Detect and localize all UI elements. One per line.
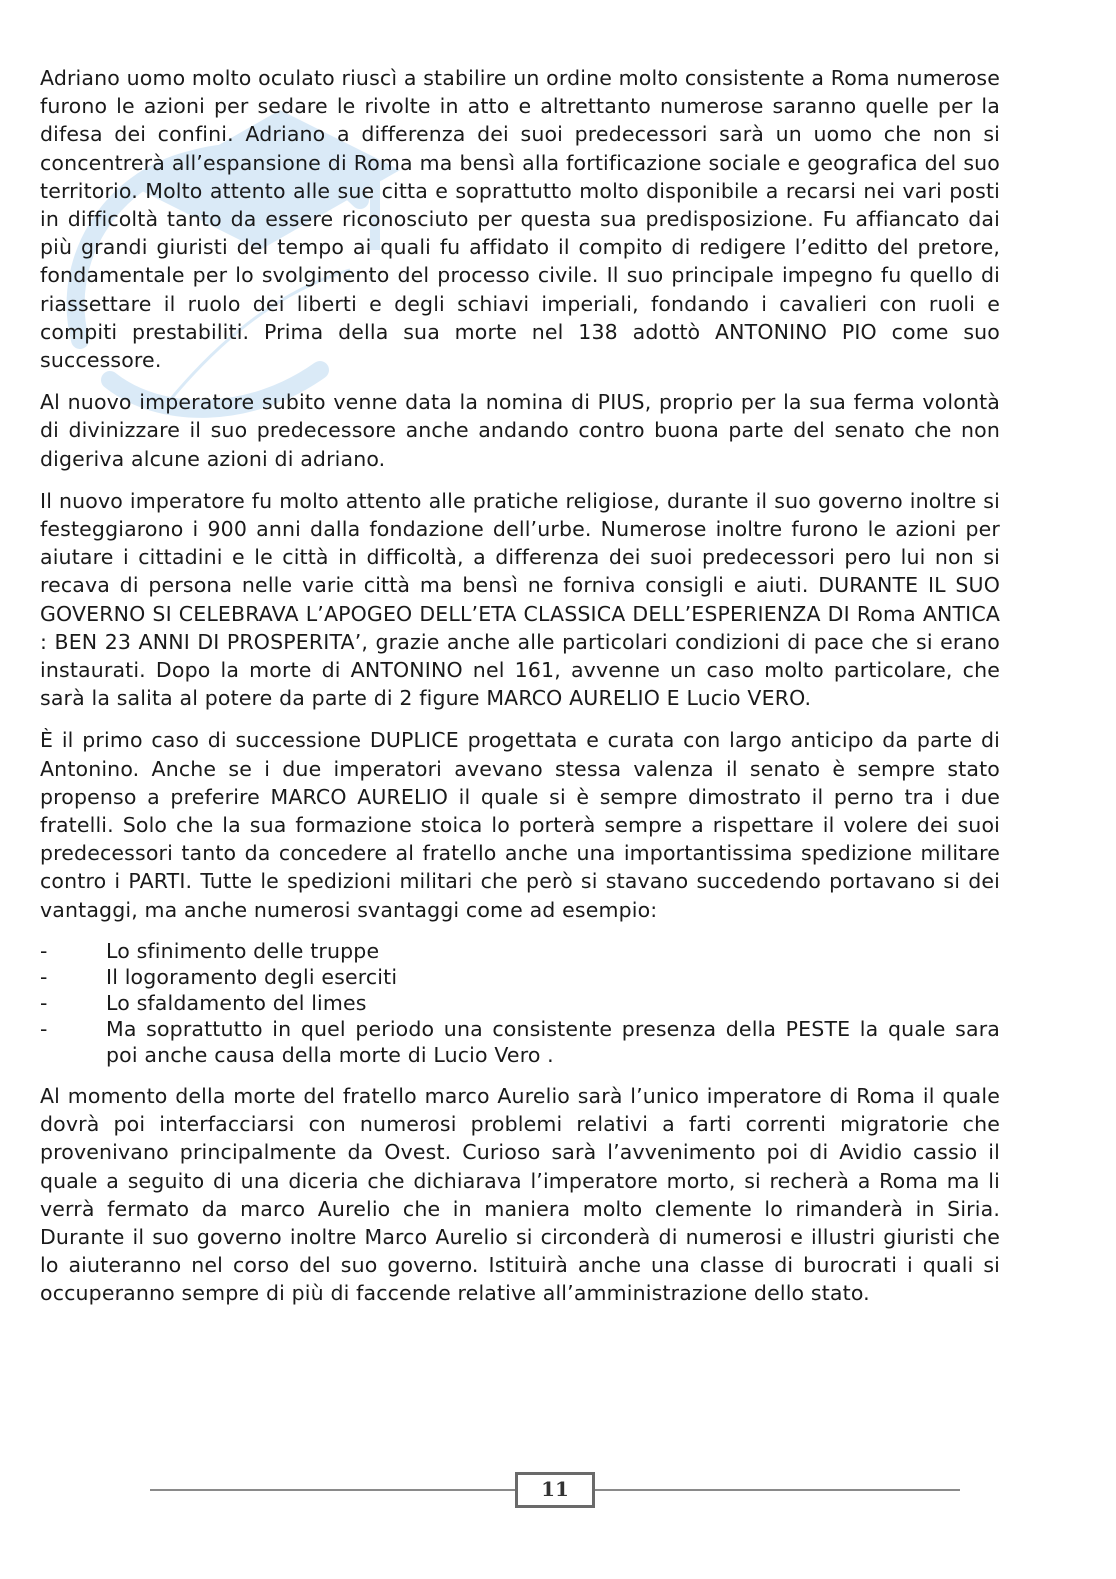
list-item-text: Lo sfinimento delle truppe (106, 938, 380, 963)
page-number: 11 (515, 1472, 595, 1508)
list-item-text: Lo sfaldamento del limes (106, 990, 367, 1015)
paragraph-antonino: Il nuovo imperatore fu molto attento alle pratiche religiose, durante il suo governo inoltre si festeggiarono i 900 anni dalla fondazione dell’urbe. Numerose inoltre furono le azioni per aiutare i cittadini e le città in difficoltà, a differenza dei suoi predecessori pero lui non si recava di persona nelle varie città ma bensì ne forniva consigli e aiuti. DURANTE IL SUO GOVERNO SI CELEBRAVA L’APOGEO DELL’ETA CLASSICA DELL’ESPERIENZA DI Roma ANTICA : BEN 23 ANNI DI PROSPERITA’, grazie anche alle particolari condizioni di pace che si erano instaurati. Dopo la morte di ANTONINO nel 161, avvenne un caso molto particolare, che sarà la salita al potere da parte di 2 figure MARCO AURELIO E Lucio VERO. (40, 488, 1000, 711)
list-marker: - (40, 1016, 48, 1041)
list-item-text: Ma soprattutto in quel periodo una consistente presenza della PESTE la quale sara poi anche causa della morte di Lucio Vero . (106, 1016, 1000, 1067)
list-marker: - (40, 990, 48, 1015)
paragraph-adriano: Adriano uomo molto oculato riuscì a stabilire un ordine molto consistente a Roma numerose furono le azioni per sedare le rivolte in atto e altrettanto numerose saranno quelle per la difesa dei confini. Adriano a differenza dei suoi predecessori sarà un uomo che non si concentrerà all’espansione di Roma ma bensì alla fortificazione sociale e geografica del suo territorio. Molto attento alle sue citta e soprattutto molto disponibile a recarsi nei vari posti in difficoltà tanto da essere riconosciuto per questa sua predisposizione. Fu affiancato dai più grandi giuristi del tempo ai quali fu affidato il compito di redigere l’editto del pretore, fondamentale per lo svolgimento del processo civile. Il suo principale impegno fu quello di riassettare il ruolo dei liberti e degli schiavi imperiali, fondando i cavalieri con ruoli e compiti prestabiliti. Prima della sua morte nel 138 adottò ANTONINO PIO come suo successore. (40, 66, 1000, 373)
document-body (40, 64, 1000, 1322)
page-footer (150, 1472, 960, 1508)
paragraph-marco-aurelio: Al momento della morte del fratello marco Aurelio sarà l’unico imperatore di Roma il quale dovrà poi interfacciarsi con numerosi problemi relativi a farti correnti migratorie che provenivano principalmente da Ovest. Curioso sarà l’avvenimento poi di Avidio cassio il quale a seguito di una diceria che dichiarava l’imperatore morto, si recherà a Roma ma li verrà fermato da marco Aurelio che in maniera molto clemente lo rimanderà in Siria. Durante il suo governo inoltre Marco Aurelio si circonderà di numerosi e illustri giuristi che lo aiuteranno nel corso del suo governo. Istituirà anche una classe di burocrati i quali si occuperanno sempre di più di faccende relative all’amministrazione dello stato. (40, 1083, 1000, 1306)
paragraph-succession: È il primo caso di successione DUPLICE progettata e curata con largo anticipo da parte di Antonino. Anche se i due imperatori avevano stessa valenza il senato è sempre stato propenso a preferire MARCO AURELIO il quale si è sempre dimostrato il perno tra i due fratelli. Solo che la sua formazione stoica lo porterà sempre a rispettare il volere dei suoi predecessori tanto da concedere al fratello anche una importantissima spedizione militare contro i PARTI. Tutte le spedizioni militari che però si stavano succedendo portavano si dei vantaggi, ma anche numerosi svantaggi come ad esempio: (40, 728, 1000, 922)
list-item (40, 964, 1000, 990)
disadvantages-list (40, 938, 1000, 1068)
paragraph-pius: Al nuovo imperatore subito venne data la nomina di PIUS, proprio per la sua ferma volontà di divinizzare il suo predecessore anche andando contro buona parte del senato che non digeriva alcune azioni di adriano. (40, 390, 1000, 471)
list-item (40, 1016, 1000, 1068)
list-item (40, 990, 1000, 1016)
list-marker: - (40, 938, 48, 963)
list-item (40, 938, 1000, 964)
list-marker: - (40, 964, 48, 989)
list-item-text: Il logoramento degli eserciti (106, 964, 398, 989)
